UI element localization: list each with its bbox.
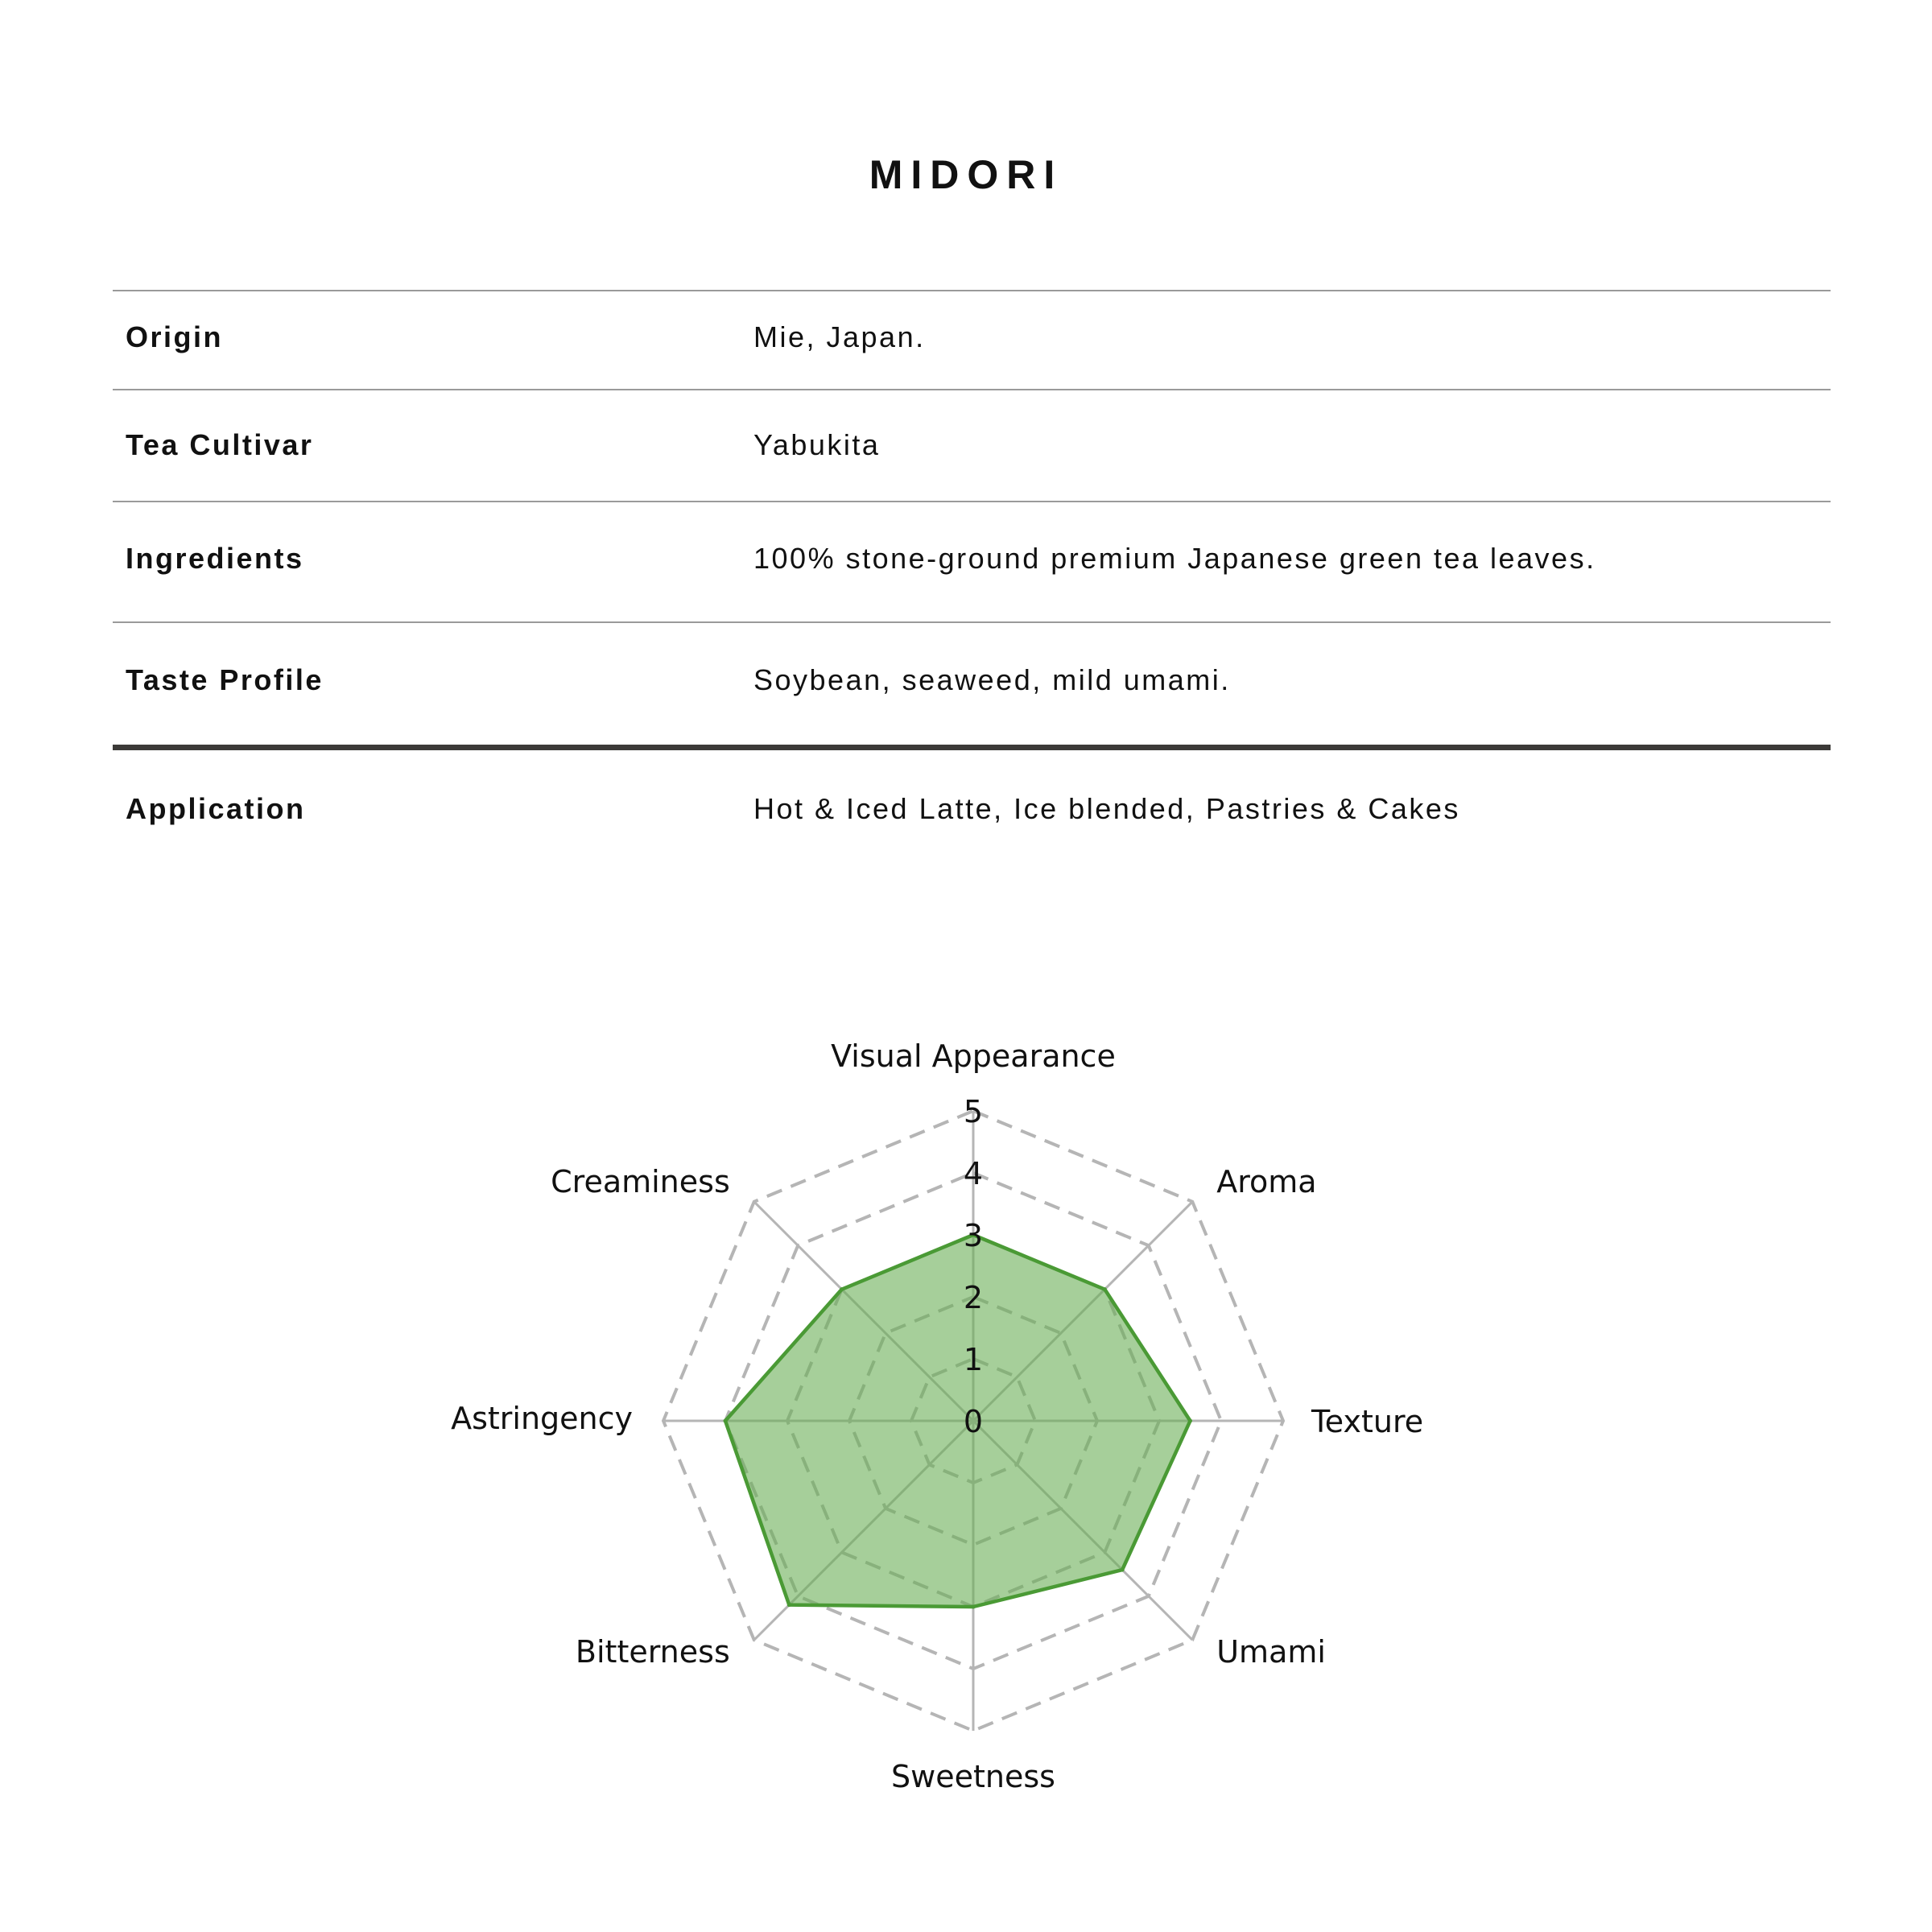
- data-point: [972, 1605, 976, 1609]
- data-point: [840, 1287, 844, 1291]
- spec-label: Ingredients: [126, 542, 304, 575]
- spec-label: Application: [126, 792, 306, 825]
- tick-label: 0: [963, 1404, 984, 1439]
- tick-label: 5: [963, 1094, 984, 1129]
- spec-value: Yabukita: [753, 428, 881, 461]
- category-label: Texture: [1311, 1404, 1424, 1439]
- data-point: [1103, 1287, 1107, 1291]
- data-point: [1121, 1568, 1125, 1572]
- spec-label: Origin: [126, 320, 223, 353]
- tick-label: 4: [963, 1156, 984, 1191]
- tick-label: 3: [963, 1218, 984, 1253]
- spec-value: Soybean, seaweed, mild umami.: [753, 663, 1231, 696]
- data-point: [724, 1419, 728, 1423]
- tick-label: 2: [963, 1280, 984, 1315]
- spec-value: 100% stone-ground premium Japanese green tea leaves.: [753, 542, 1596, 575]
- category-label: Aroma: [1216, 1163, 1317, 1199]
- category-label: Visual Appearance: [831, 1038, 1116, 1074]
- category-label: Sweetness: [891, 1759, 1055, 1794]
- category-label: Umami: [1216, 1634, 1326, 1670]
- spec-label: Taste Profile: [126, 663, 324, 696]
- page-title: MIDORI: [869, 152, 1063, 197]
- category-label: Bitterness: [575, 1634, 730, 1670]
- data-point: [787, 1603, 791, 1607]
- spec-label: Tea Cultivar: [126, 428, 314, 461]
- spec-value: Mie, Japan.: [753, 320, 926, 353]
- series-polygon: [725, 1235, 1191, 1607]
- category-label: Astringency: [451, 1401, 633, 1436]
- tick-label: 1: [963, 1342, 984, 1377]
- spec-value: Hot & Iced Latte, Ice blended, Pastries & Cakes: [753, 792, 1460, 825]
- data-point: [1188, 1419, 1192, 1423]
- category-label: Creaminess: [551, 1163, 730, 1199]
